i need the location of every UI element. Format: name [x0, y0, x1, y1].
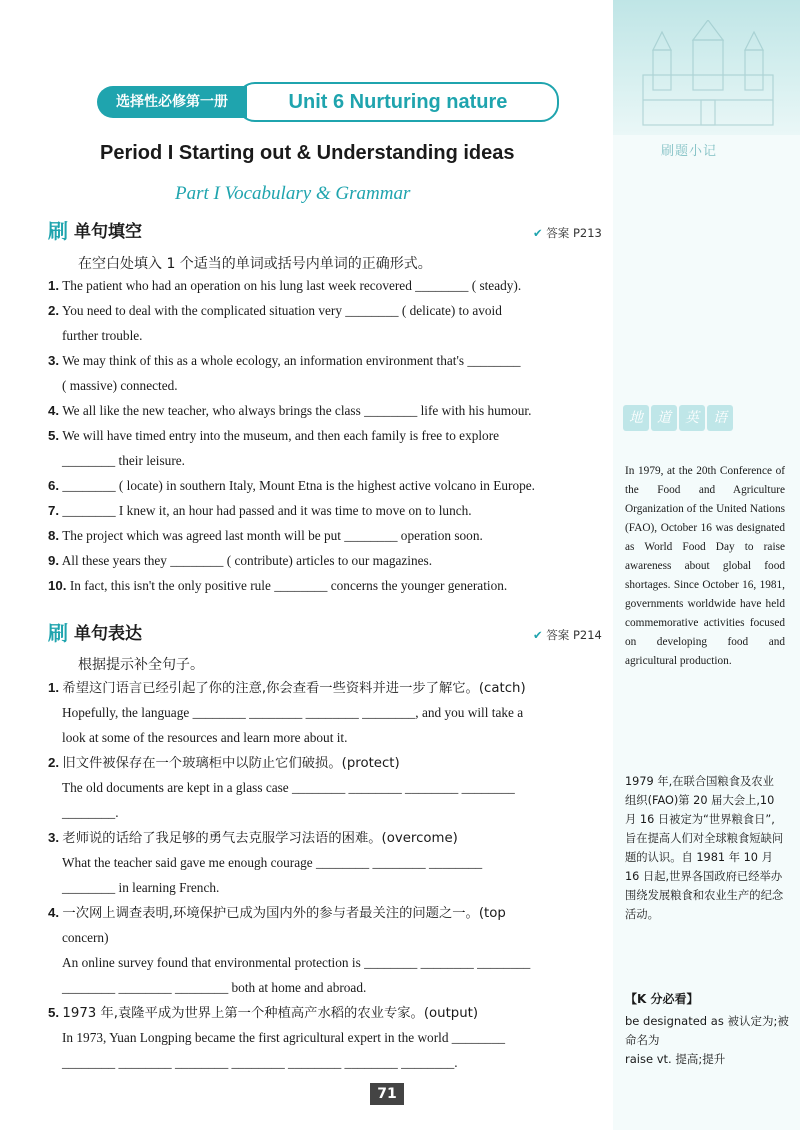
question-text: We will have timed entry into the museum, and then each family is free to explore — [62, 428, 500, 443]
question-line — [48, 753, 603, 774]
question-number: 4. — [48, 905, 60, 920]
section2-answer-ref: ✔ 答案 P214 — [533, 628, 602, 642]
question-line — [48, 878, 617, 898]
brush-icon: 刷 — [48, 219, 68, 243]
question-line — [48, 376, 617, 396]
question-text: ________ I knew it, an hour had passed and it was time to move on to lunch. — [62, 503, 472, 518]
question-line — [48, 476, 603, 496]
question-text: ________ their leisure. — [62, 453, 185, 468]
kbox-line: be designated as 被认定为;被命名为 — [625, 1014, 789, 1047]
page-number: 71 — [370, 1083, 404, 1105]
question-line — [48, 526, 603, 546]
question-text: The patient who had an operation on his lung last week recovered ________ ( steady). — [62, 278, 522, 293]
kbox-line: raise vt. 提高;提升 — [625, 1052, 726, 1066]
question-line — [48, 953, 617, 973]
question-number: 1. — [48, 680, 60, 695]
question-text: further trouble. — [62, 328, 143, 343]
question-line — [48, 501, 603, 521]
question-number: 2. — [48, 303, 60, 318]
question-text: 1973 年,袁隆平成为世界上第一个种植高产水稻的农业专家。(output) — [62, 1006, 479, 1021]
question-number: 7. — [48, 503, 60, 518]
question-line — [48, 451, 617, 471]
question-line — [48, 551, 603, 571]
question-line — [48, 678, 603, 699]
question-text: The old documents are kept in a glass case ________ ________ ________ ________ — [62, 780, 515, 795]
question-line — [48, 803, 617, 823]
part-title: Part I Vocabulary & Grammar — [175, 183, 411, 204]
question-line — [48, 853, 617, 873]
section2-title: 单句表达 — [74, 624, 142, 644]
castle-illustration-icon — [633, 20, 783, 130]
question-number: 3. — [48, 353, 60, 368]
question-text: In 1973, Yuan Longping became the first agricultural expert in the world ________ — [62, 1030, 505, 1045]
book-tag: 选择性必修第一册 — [97, 86, 247, 118]
kbox-content — [625, 1012, 790, 1069]
question-text: ________ ________ ________ both at home and abroad. — [62, 980, 367, 995]
unit-banner — [97, 82, 557, 122]
question-text: All these years they ________ ( contribute) articles to our magazines. — [61, 553, 433, 568]
question-line — [48, 276, 603, 296]
sidebar-english-paragraph: In 1979, at the 20th Conference of the Food and Agriculture Organization of the United Nations (FAO), October 16 was designated as World Food Day to raise awareness about global food shortages. Since October 16, 1981, governments worldwide have held commemorative activities focused on developing food and agricultural production. — [625, 465, 785, 667]
section1-instruction: 在空白处填入 1 个适当的单词或括号内单词的正确形式。 — [78, 256, 432, 272]
check-icon: ✔ — [533, 628, 543, 642]
question-line — [48, 1053, 617, 1073]
question-text: 旧文件被保存在一个玻璃柜中以防止它们破损。(protect) — [62, 756, 400, 771]
question-line — [48, 326, 617, 346]
question-text: concern) — [62, 930, 109, 945]
idiom-char: 英 — [679, 405, 705, 431]
question-number: 9. — [48, 553, 60, 568]
question-line — [48, 351, 603, 371]
question-number: 1. — [48, 278, 60, 293]
question-text: The project which was agreed last month will be put ________ operation soon. — [62, 528, 483, 543]
idiom-char: 地 — [623, 405, 649, 431]
section1-answer-ref: ✔ 答案 P213 — [533, 226, 602, 240]
question-text: We all like the new teacher, who always brings the class ________ life with his humour. — [62, 403, 532, 418]
notes-label: 刷题小记 — [661, 143, 718, 158]
question-text: An online survey found that environmental protection is ________ ________ ________ — [62, 955, 531, 970]
question-text: 希望这门语言已经引起了你的注意,你会查看一些资料并进一步了解它。(catch) — [62, 681, 526, 696]
sidebar-banner — [613, 0, 800, 135]
question-text: We may think of this as a whole ecology, an information environment that's ________ — [62, 353, 521, 368]
question-line — [48, 1003, 603, 1024]
question-text: Hopefully, the language ________ ________ ________ ________, and you will take a — [62, 705, 524, 720]
idiom-char: 语 — [707, 405, 733, 431]
question-text: ________ ( locate) in southern Italy, Mount Etna is the highest active volcano in Europe. — [62, 478, 535, 493]
question-number: 2. — [48, 755, 60, 770]
question-line — [48, 576, 603, 596]
question-text: In fact, this isn't the only positive rule ________ concerns the younger generation. — [69, 578, 508, 593]
question-line — [48, 703, 617, 723]
question-text: You need to deal with the complicated situation very ________ ( delicate) to avoid — [61, 303, 502, 318]
idiom-tag — [623, 405, 798, 435]
sidebar-chinese-paragraph: 1979 年,在联合国粮食及农业组织(FAO)第 20 届大会上,10 月 16 日被定为“世界粮食日”,旨在提高人们对全球粮食短缺问题的认识。自 1981 年 10 月 16 日起,世界各国政府已经举办围绕发展粮食和农业生产的纪念活动。 — [625, 775, 784, 921]
question-number: 8. — [48, 528, 60, 543]
period-title: Period I Starting out & Understanding ideas — [100, 142, 515, 164]
section1-title: 单句填空 — [74, 222, 142, 242]
unit-title: Unit 6 Nurturing nature — [237, 82, 559, 122]
question-text: What the teacher said gave me enough courage ________ ________ ________ — [62, 855, 483, 870]
brush-icon: 刷 — [48, 621, 68, 645]
question-line — [48, 1028, 617, 1048]
question-line — [48, 728, 617, 748]
question-text: ________ ________ ________ ________ ________ ________ ________. — [62, 1055, 458, 1070]
question-number: 3. — [48, 830, 60, 845]
question-number: 5. — [48, 1005, 60, 1020]
idiom-char: 道 — [651, 405, 677, 431]
question-line — [48, 301, 603, 321]
question-line — [48, 426, 603, 446]
question-number: 10. — [48, 578, 67, 593]
question-number: 6. — [48, 478, 60, 493]
question-line — [48, 978, 617, 998]
question-number: 4. — [48, 403, 60, 418]
check-icon: ✔ — [533, 226, 543, 240]
question-line — [48, 903, 603, 924]
question-text: 老师说的话给了我足够的勇气去克服学习法语的困难。(overcome) — [62, 831, 458, 846]
kbox-title: 【K 分必看】 — [625, 992, 699, 1006]
question-line — [48, 778, 617, 798]
question-line — [48, 401, 603, 421]
question-text: ________ in learning French. — [62, 880, 220, 895]
question-number: 5. — [48, 428, 60, 443]
question-line — [48, 928, 617, 948]
question-line — [48, 828, 603, 849]
right-sidebar — [613, 0, 800, 1130]
question-text: 一次网上调查表明,环境保护已成为国内外的参与者最关注的问题之一。(top — [62, 906, 506, 921]
question-text: look at some of the resources and learn more about it. — [62, 730, 348, 745]
question-text: ________. — [62, 805, 119, 820]
question-text: ( massive) connected. — [62, 378, 178, 393]
section2-instruction: 根据提示补全句子。 — [78, 657, 204, 673]
